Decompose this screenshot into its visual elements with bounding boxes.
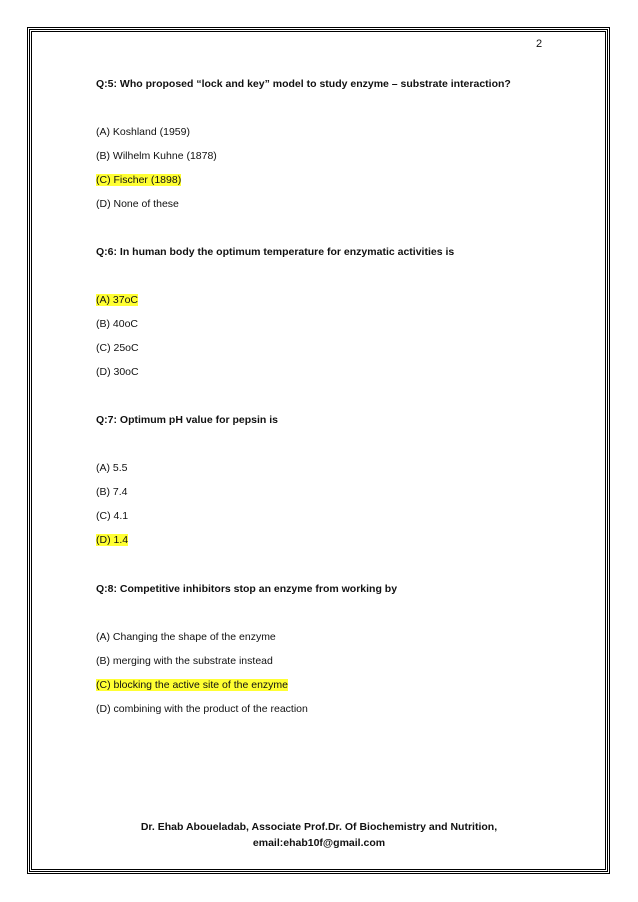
question-5: Q:5: Who proposed “lock and key” model to study enzyme – substrate interaction? <box>96 78 511 90</box>
q8-option-a: (A) Changing the shape of the enzyme <box>96 631 276 643</box>
question-7: Q:7: Optimum pH value for pepsin is <box>96 414 279 426</box>
q6-option-a: (A) 37oC <box>96 294 139 306</box>
q7-option-a: (A) 5.5 <box>96 462 128 474</box>
q5-option-c: (C) Fischer (1898) <box>96 174 182 186</box>
footer-email: email:ehab10f@gmail.com <box>252 837 386 849</box>
q6-option-c: (C) 25oC <box>96 342 139 354</box>
q6-option-b: (B) 40oC <box>96 318 139 330</box>
q7-option-b: (B) 7.4 <box>96 486 128 498</box>
q8-option-c: (C) blocking the active site of the enzyme <box>96 679 289 691</box>
q5-option-d: (D) None of these <box>96 198 179 210</box>
q6-option-d: (D) 30oC <box>96 366 139 378</box>
q7-option-c: (C) 4.1 <box>96 510 129 522</box>
q5-option-b: (B) Wilhelm Kuhne (1878) <box>96 150 217 162</box>
footer-author: Dr. Ehab Aboueladab, Associate Prof.Dr. Of Biochemistry and Nutrition, <box>140 821 498 833</box>
q8-option-d: (D) combining with the product of the reaction <box>96 703 308 715</box>
page-number: 2 <box>536 38 543 50</box>
q5-option-a: (A) Koshland (1959) <box>96 126 190 138</box>
question-8: Q:8: Competitive inhibitors stop an enzyme from working by <box>96 583 398 595</box>
q7-option-d: (D) 1.4 <box>96 534 129 546</box>
q8-option-b: (B) merging with the substrate instead <box>96 655 273 667</box>
question-6: Q:6: In human body the optimum temperature for enzymatic activities is <box>96 246 455 258</box>
